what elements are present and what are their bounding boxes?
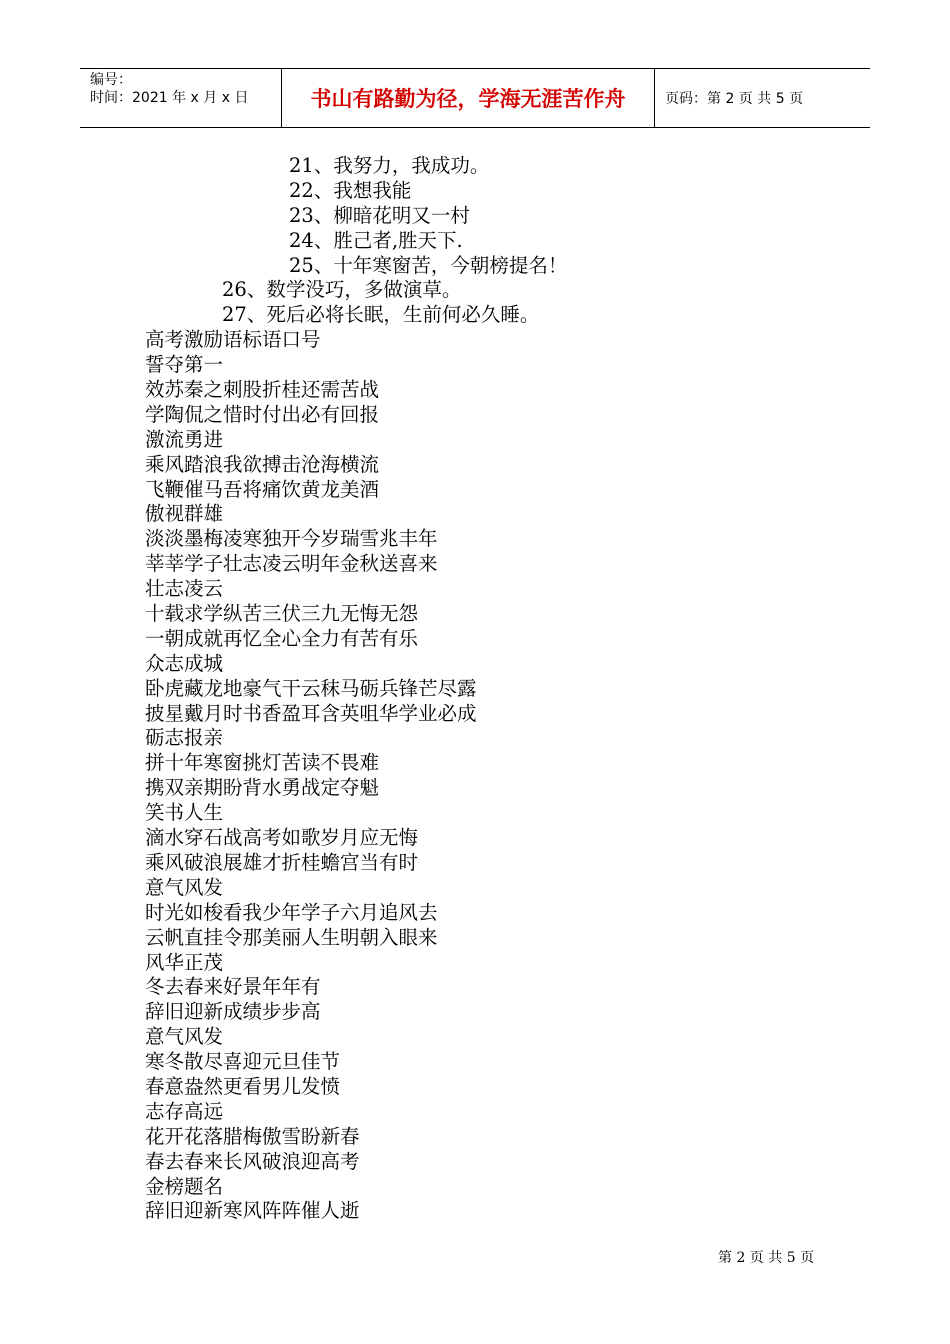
slogan-line: 乘风踏浪我欲搏击沧海横流 <box>145 452 380 476</box>
slogan-line: 效苏秦之刺股折桂还需苦战 <box>145 378 380 402</box>
numbered-item: 24、胜己者,胜天下. <box>289 228 463 252</box>
slogan-line: 傲视群雄 <box>145 502 224 526</box>
number-label: 编号： <box>90 72 132 88</box>
slogan-line: 飞鞭催马吾将痛饮黄龙美酒 <box>145 477 380 501</box>
slogan-line: 拼十年寒窗挑灯苦读不畏难 <box>145 751 380 775</box>
slogan-line: 志存高远 <box>145 1099 224 1123</box>
slogan-line: 风华正茂 <box>145 950 224 974</box>
slogan-line: 壮志凌云 <box>145 577 224 601</box>
slogan-line: 莘莘学子壮志凌云明年金秋送喜来 <box>145 552 438 576</box>
slogan-line: 意气风发 <box>145 1025 224 1049</box>
slogan-line: 十载求学纵苦三伏三九无悔无怨 <box>145 602 419 626</box>
header-meta <box>80 69 282 127</box>
header-page-info: 页码：第 2 页 共 5 页 <box>665 91 804 107</box>
slogan-line: 学陶侃之惜时付出必有回报 <box>145 402 380 426</box>
numbered-item: 26、数学没巧，多做演草。 <box>222 278 462 302</box>
slogan-line: 淡淡墨梅凌寒独开今岁瑞雪兆丰年 <box>145 527 438 551</box>
slogan-line: 冬去春来好景年年有 <box>145 975 321 999</box>
slogan-line: 众志成城 <box>145 651 224 675</box>
slogan-line: 砺志报亲 <box>145 726 224 750</box>
slogan-line: 一朝成就再忆全心全力有苦有乐 <box>145 626 419 650</box>
slogan-line: 激流勇进 <box>145 427 224 451</box>
numbered-item: 22、我想我能 <box>289 178 412 202</box>
page-footer: 第 2 页 共 5 页 <box>718 1250 815 1266</box>
slogan-line: 春去春来长风破浪迎高考 <box>145 1149 360 1173</box>
header-motto: 书山有路勤为径，学海无涯苦作舟 <box>282 69 655 127</box>
numbered-item: 21、我努力，我成功。 <box>289 154 490 177</box>
time-label: 时间：2021 年 x 月 x 日 <box>90 90 249 106</box>
slogan-line: 披星戴月时书香盈耳含英咀华学业必成 <box>145 701 477 725</box>
numbered-item: 25、十年寒窗苦，今朝榜提名！ <box>289 253 568 277</box>
numbered-item: 23、柳暗花明又一村 <box>289 203 470 227</box>
page-header <box>80 68 870 128</box>
slogan-line: 乘风破浪展雄才折桂蟾宫当有时 <box>145 850 419 874</box>
slogan-line: 卧虎藏龙地豪气干云秣马砺兵锋芒尽露 <box>145 676 477 700</box>
slogan-line: 金榜题名 <box>145 1174 224 1198</box>
document-body <box>0 154 950 1224</box>
slogan-line: 笑书人生 <box>145 801 224 825</box>
slogan-line: 意气风发 <box>145 875 224 899</box>
slogan-line: 携双亲期盼背水勇战定夺魁 <box>145 776 380 800</box>
slogan-line: 云帆直挂令那美丽人生明朝入眼来 <box>145 925 438 949</box>
slogan-line: 辞旧迎新寒风阵阵催人逝 <box>145 1199 360 1223</box>
slogan-line: 时光如梭看我少年学子六月追风去 <box>145 900 438 924</box>
section-heading: 高考激励语标语口号 <box>145 328 321 352</box>
slogan-line: 滴水穿石战高考如歌岁月应无悔 <box>145 826 419 850</box>
slogan-line: 寒冬散尽喜迎元旦佳节 <box>145 1050 341 1074</box>
numbered-item: 27、死后必将长眠，生前何必久睡。 <box>222 303 540 327</box>
slogan-line: 春意盎然更看男儿发愤 <box>145 1074 341 1098</box>
slogan-line: 誓夺第一 <box>145 353 224 377</box>
slogan-line: 辞旧迎新成绩步步高 <box>145 1000 321 1024</box>
slogan-line: 花开花落腊梅傲雪盼新春 <box>145 1124 360 1148</box>
